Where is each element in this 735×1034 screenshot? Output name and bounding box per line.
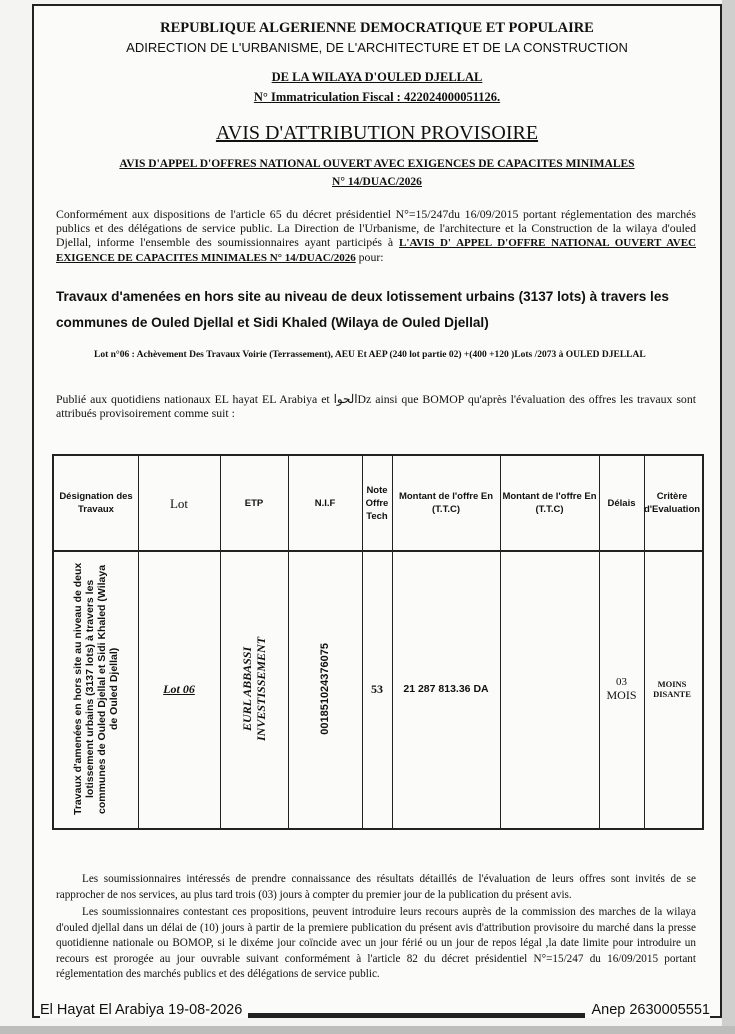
publication-paragraph: Publié aux quotidiens nationaux EL hayat EL Arabiya et الحواDz ainsi que BOMOP qu'après l'évaluation des offres les travaux sont attribués provisoirement comme suit : xyxy=(56,392,696,420)
intro-reference: L'AVIS D' APPEL D'OFFRE NATIONAL OUVERT AVEC EXIGENCE DE CAPACITES MINIMALES N° 14/DUAC/2026 xyxy=(56,237,696,264)
header-nif: N.I.F xyxy=(314,497,336,509)
fiscal-number: N° Immatriculation Fiscal : 422024000051126. xyxy=(253,90,501,104)
designation-text: Travaux d'amenées en hors site au niveau de deux lotissement urbains (3137 lots) à travers les communes de Ouled Djellal et Sidi Khaled (Wilaya de Ouled Djellal) xyxy=(72,562,120,816)
page-edge xyxy=(722,0,735,1034)
intro-text: Conformément aux dispositions de l'article 65 du décret présidentiel N°=15/247du 16/09/2015 portant réglementation des marchés publics et des délégations de service public. La Direction de l'Urbanisme, de l'architecture et la Construction de la wilaya d'ouled Djellal, informe l'ensemble des soumissionnaires ayant participés à xyxy=(56,207,696,249)
header-lot: Lot xyxy=(169,495,189,511)
header-designation: Désignation des Travaux xyxy=(59,491,133,515)
footer-paragraph-1: Les soumissionnaires intéressés de prendre connaissance des résultats détaillés de l'évaluation de leurs offres sont invités de se rapprocher de nos services, au plus tard trois (03) jours à compter du premier jour de la publication du présent avis. xyxy=(56,873,696,901)
wilaya-header: DE LA WILAYA D'OULED DJELLAL xyxy=(271,70,483,84)
header-montant: Montant de l'offre En (T.T.C) xyxy=(398,491,494,515)
notice-subtitle: AVIS D'APPEL D'OFFRES NATIONAL OUVERT AVEC EXIGENCES DE CAPACITES MINIMALES xyxy=(119,158,635,170)
montant-value: 21 287 813.36 DA xyxy=(403,683,489,695)
header-note: Note Offre Tech xyxy=(365,484,389,522)
cell-note xyxy=(362,552,392,826)
lot-value: Lot 06 xyxy=(163,681,195,696)
project-title: Travaux d'amenées en hors site au niveau de deux lotissement urbains (3137 lots) à travers les communes de Ouled Djellal et Sidi Khaled (Wilaya de Ouled Djellal) xyxy=(56,289,669,330)
cell-critere xyxy=(644,552,700,826)
notice-number: N° 14/DUAC/2026 xyxy=(332,176,422,188)
cell-designation xyxy=(54,552,138,826)
newspaper-date: El Hayat El Arabiya 19-08-2026 xyxy=(40,1002,248,1018)
header-critere: Critère d'Evaluation xyxy=(643,491,701,515)
cell-lot xyxy=(138,552,220,826)
publication-footer xyxy=(40,1002,710,1026)
cell-nif xyxy=(288,552,362,826)
delais-number: 03 xyxy=(616,675,627,688)
nif-value: 001851024376075 xyxy=(319,643,331,735)
critere-value: MOINS DISANTE xyxy=(653,679,691,699)
delais-unit: MOIS xyxy=(606,687,637,702)
republic-header: REPUBLIQUE ALGERIENNE DEMOCRATIQUE ET POPULAIRE xyxy=(160,20,594,36)
cell-etp xyxy=(220,552,288,826)
attribution-table xyxy=(52,454,704,830)
footer-paragraph-2: Les soumissionnaires contestant ces propositions, peuvent introduire leurs recours auprès de la commission des marches de la wilaya d'ouled djellal dans un délai de (10) jours à partir de la premiere publication du présent avis d'attribution provisoire du marché dans la presse quotidienne nationale ou BOMOP, si le dixéme jour coïncide avec un jour férié ou un jour de repos légal ,la date limite pour introduire un recours est prorogée au jour ouvrable suivant conformément à l'article 82 du décret présidentiel N°=15/247 du 16/09/2015 portant réglementation des marchés publics et des délégations de service public. xyxy=(56,906,696,980)
header-montant-2: Montant de l'offre En (T.T.C) xyxy=(502,491,597,515)
intro-tail: pour: xyxy=(355,250,384,264)
cell-delais xyxy=(599,552,644,826)
etp-value: EURL ABBASSI INVESTISSEMENT xyxy=(240,636,268,742)
direction-header: ADIRECTION DE L'URBANISME, DE L'ARCHITECTURE ET DE LA CONSTRUCTION xyxy=(126,40,628,55)
page-bottom-edge xyxy=(0,1026,735,1034)
header-etp: ETP xyxy=(244,497,264,509)
notice-frame xyxy=(32,4,722,1018)
lot-description: Lot n°06 : Achèvement Des Travaux Voirie (Terrassement), AEU Et AEP (240 lot partie 02) +(400 +120 )Lots /2073 à OULED DJELLAL xyxy=(94,350,646,360)
anep-number: Anep 2630005551 xyxy=(585,1002,710,1018)
note-value: 53 xyxy=(371,681,383,696)
intro-paragraph xyxy=(56,207,696,265)
cell-montant-2 xyxy=(500,552,599,826)
cell-montant xyxy=(392,552,500,826)
header-delais: Délais xyxy=(607,497,636,509)
notice-title: AVIS D'ATTRIBUTION PROVISOIRE xyxy=(215,122,539,144)
